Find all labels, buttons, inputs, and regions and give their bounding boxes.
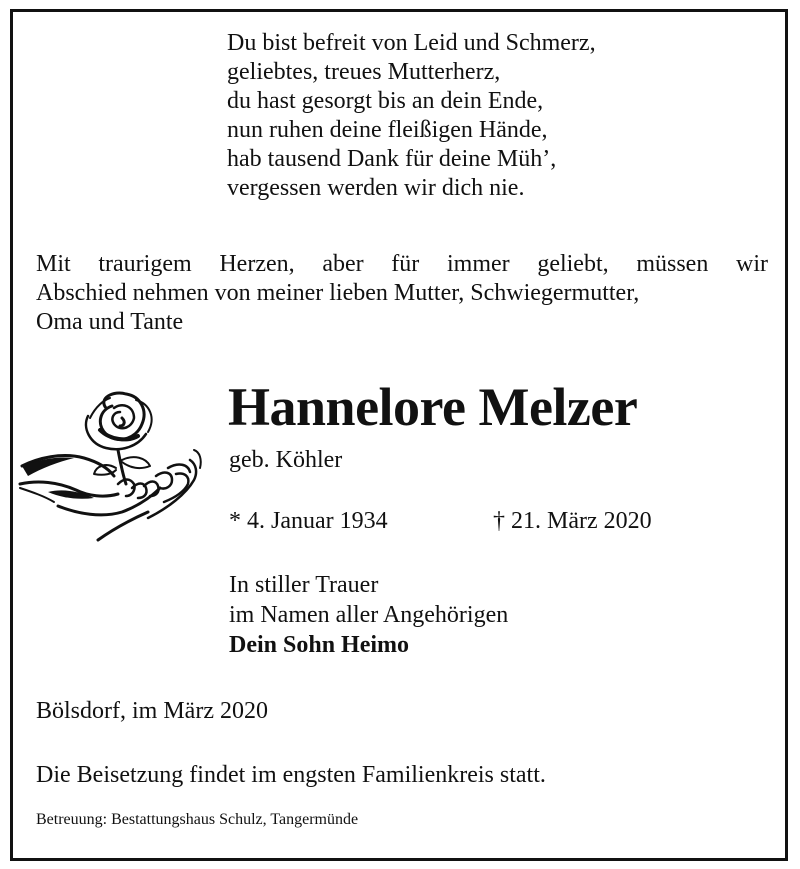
death-date: † 21. März 2020 [493,508,652,534]
deceased-name: Hannelore Melzer [228,377,638,437]
poem [227,29,596,203]
poem-line: Du bist befreit von Leid und Schmerz, [227,30,596,56]
intro-text [36,250,768,337]
poem-line: geliebtes, treues Mutterherz, [227,59,501,85]
burial-note: Die Beisetzung findet im engsten Familienkreis statt. [36,762,546,788]
mourning-line: im Namen aller Angehörigen [229,602,509,628]
poem-line: nun ruhen deine fleißigen Hände, [227,117,548,143]
mourning-block [229,570,508,660]
poem-line: hab tausend Dank für deine Müh’, [227,146,557,172]
intro-line: Mit traurigem Herzen, aber für immer geliebt, müssen wir [36,251,768,277]
signature: Dein Sohn Heimo [229,632,410,658]
intro-line: Oma und Tante [36,309,184,335]
rose-in-hands-icon [18,388,203,543]
intro-line: Abschied nehmen von meiner lieben Mutter, Schwiegermutter, [36,280,640,306]
mourning-line: In stiller Trauer [229,572,379,598]
birth-name: geb. Köhler [229,447,343,473]
place-date: Bölsdorf, im März 2020 [36,698,268,724]
birth-date: * 4. Januar 1934 [229,508,388,534]
poem-line: du hast gesorgt bis an dein Ende, [227,88,544,114]
undertaker-credit: Betreuung: Bestattungshaus Schulz, Tangermünde [36,811,359,828]
poem-line: vergessen werden wir dich nie. [227,175,525,201]
